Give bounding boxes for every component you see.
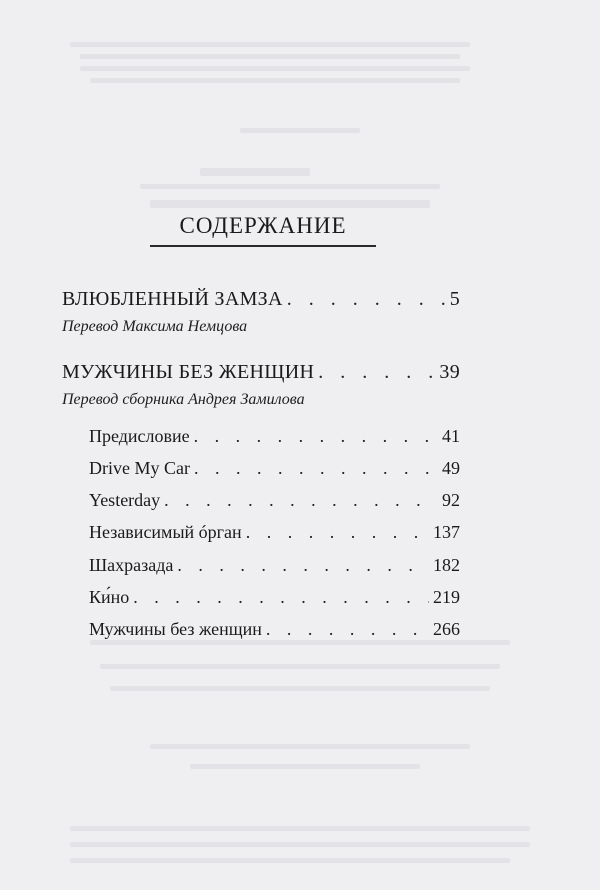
toc-subentry [89, 555, 460, 576]
toc-subentry [89, 458, 460, 479]
dot-leader [246, 522, 429, 543]
page-number: 266 [433, 619, 460, 639]
subentry-title: Шахразада [89, 555, 174, 575]
dot-leader [164, 490, 438, 511]
toc-subentry [89, 522, 460, 543]
dot-leader [194, 458, 438, 479]
toc-subentry [89, 490, 460, 511]
page-number: 137 [433, 522, 460, 542]
toc-title: СОДЕРЖАНИЕ [179, 213, 347, 238]
subentry-title: Мужчины без женщин [89, 619, 262, 639]
toc-subentry [89, 619, 460, 640]
title-underline [150, 245, 376, 247]
dot-leader [133, 587, 429, 608]
toc-entry-muzhchiny-bez-zhenshchin [62, 361, 460, 384]
page-number: 39 [439, 361, 460, 383]
dot-leader [287, 288, 446, 311]
page-number: 5 [449, 288, 460, 310]
dot-leader [194, 426, 438, 447]
toc-subentry [89, 587, 460, 608]
subentry-title: Ки́но [89, 587, 130, 607]
entry-title: ВЛЮБЛЕННЫЙ ЗАМЗА [62, 288, 283, 310]
subentry-title: Независимый óрган [89, 522, 242, 542]
page-number: 182 [433, 555, 460, 575]
toc-entry-vlyublenny-zamza [62, 288, 460, 311]
page-number: 49 [442, 458, 460, 478]
dot-leader [266, 619, 429, 640]
toc-subentry [89, 426, 460, 447]
dot-leader [177, 555, 429, 576]
dot-leader [318, 361, 435, 384]
page-number: 219 [433, 587, 460, 607]
subentry-title: Drive My Car [89, 458, 190, 478]
page-number: 92 [442, 490, 460, 510]
translator-credit: Перевод сборника Андрея Замилова [62, 391, 305, 408]
subentry-title: Предисловие [89, 426, 190, 446]
entry-title: МУЖЧИНЫ БЕЗ ЖЕНЩИН [62, 361, 315, 383]
subentry-title: Yesterday [89, 490, 161, 510]
translator-credit: Перевод Максима Немцова [62, 318, 248, 335]
page-number: 41 [442, 426, 460, 446]
toc-title-block [150, 212, 376, 247]
